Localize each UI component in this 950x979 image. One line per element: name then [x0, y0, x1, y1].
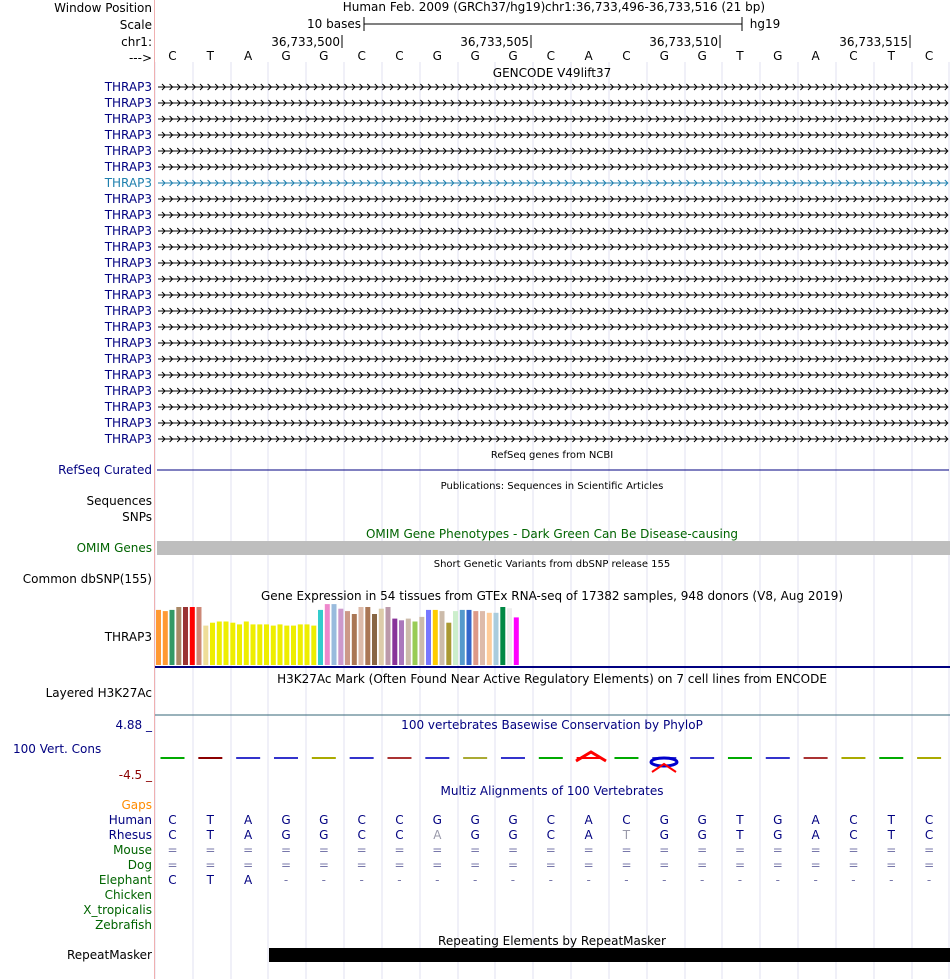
alignment-base: C [849, 813, 858, 827]
alignment-base: C [546, 813, 555, 827]
gtex-tissue-bar [359, 607, 364, 665]
sequence-base: G [470, 49, 480, 63]
alignment-base: C [622, 813, 631, 827]
species-label[interactable]: Chicken [104, 888, 152, 902]
snps-track-label[interactable]: SNPs [122, 510, 152, 524]
h3k27ac-track-title: H3K27Ac Mark (Often Found Near Active Regulatory Elements) on 7 cell lines from ENCODE [277, 672, 827, 686]
gencode-transcript-label[interactable]: THRAP3 [104, 112, 152, 126]
gtex-track-title: Gene Expression in 54 tissues from GTEx RNA-seq of 17382 samples, 948 donors (V8, Aug 2019) [260, 589, 844, 603]
alignment-base: C [924, 813, 934, 827]
gaps-label: Gaps [121, 798, 152, 812]
gtex-tissue-bar [467, 610, 472, 665]
alignment-base: G [697, 828, 707, 842]
ruler-tick-label: 36,733,500 [271, 35, 340, 49]
gencode-transcript-label[interactable]: THRAP3 [104, 320, 152, 334]
alignment-base: T [736, 813, 744, 827]
gtex-tissue-bar [406, 619, 411, 665]
alignment-base: - [397, 873, 402, 887]
gtex-tissue-bar [176, 607, 181, 665]
gtex-tissue-bar [318, 610, 323, 665]
alignment-base: - [435, 873, 440, 887]
gtex-tissue-bar [372, 614, 377, 665]
sequence-base: A [244, 49, 253, 63]
alignment-base: - [548, 873, 553, 887]
window-position-label: Window Position [54, 1, 152, 15]
alignment-base: = [507, 843, 519, 857]
alignment-base: = [545, 858, 556, 872]
sequence-base: T [736, 49, 744, 63]
alignment-base: = [243, 843, 254, 857]
alignment-base: = [810, 843, 821, 857]
gtex-tissue-bar [494, 613, 499, 665]
gtex-tissue-bar [446, 623, 451, 665]
alignment-base: - [624, 873, 629, 887]
gtex-tissue-bar [291, 626, 296, 665]
alignment-base: G [470, 828, 480, 842]
gtex-tissue-bar [230, 623, 235, 665]
alignment-base: G [319, 813, 329, 827]
species-label[interactable]: Dog [127, 858, 152, 872]
species-label[interactable]: Mouse [113, 843, 152, 857]
gtex-tissue-bar [217, 622, 222, 666]
alignment-base: = [659, 858, 670, 872]
gtex-tissue-bar [426, 610, 431, 665]
alignment-base: G [508, 828, 518, 842]
gencode-transcript-label[interactable]: THRAP3 [104, 80, 152, 94]
alignment-base: G [773, 813, 783, 827]
alignment-base: - [775, 873, 780, 887]
alignment-base: = [659, 843, 670, 857]
alignment-base: = [734, 843, 745, 857]
alignment-base: = [734, 858, 745, 872]
alignment-base: = [772, 858, 783, 872]
multiz-track-title: Multiz Alignments of 100 Vertebrates [440, 784, 664, 798]
phylop-track-label[interactable]: 100 Vert. Cons [13, 742, 102, 756]
gtex-tissue-bar [264, 624, 269, 665]
alignment-base: A [244, 828, 253, 842]
gencode-transcript-label[interactable]: THRAP3 [104, 256, 152, 270]
alignment-base: G [508, 813, 518, 827]
gencode-transcript-label[interactable]: THRAP3 [104, 432, 152, 446]
gencode-transcript-label[interactable]: THRAP3 [104, 144, 152, 158]
gtex-tissue-bar [419, 617, 424, 665]
alignment-base: - [321, 873, 326, 887]
alignment-base: = [205, 858, 216, 872]
chrom-label: chr1: [121, 35, 152, 49]
alignment-base: = [432, 843, 443, 857]
sequence-base: G [319, 49, 329, 63]
alignment-base: - [889, 873, 894, 887]
alignment-base: T [206, 828, 214, 842]
region-position: chr1:36,733,496-36,733,516 (21 bp) [544, 0, 766, 14]
alignment-base: = [810, 858, 821, 872]
alignment-base: A [811, 813, 820, 827]
gencode-transcript-label[interactable]: THRAP3 [104, 368, 152, 382]
alignment-base: = [318, 858, 329, 872]
gtex-tissue-bar [244, 622, 249, 666]
dbsnp-track-label[interactable]: Common dbSNP(155) [22, 572, 152, 586]
sequence-base: G [697, 49, 707, 63]
alignment-base: C [546, 828, 555, 842]
alignment-base: = [697, 858, 708, 872]
gencode-transcript-label[interactable]: THRAP3 [104, 224, 152, 238]
gtex-tissue-bar [271, 626, 276, 665]
gtex-tissue-bar [163, 611, 168, 665]
sequence-base: G [508, 49, 518, 63]
alignment-base: - [510, 873, 516, 887]
alignment-base: = [848, 843, 859, 857]
alignment-base: T [887, 813, 895, 827]
alignment-base: C [395, 828, 404, 842]
gtex-tissue-bar [210, 623, 215, 665]
repeatmasker-track-label[interactable]: RepeatMasker [66, 948, 152, 962]
h3k27ac-track-label[interactable]: Layered H3K27Ac [45, 686, 152, 700]
species-label[interactable]: Human [108, 813, 152, 827]
alignment-base: = [470, 843, 481, 857]
gtex-tissue-bar [203, 626, 208, 665]
ruler-tick-label: 36,733,505 [460, 35, 529, 49]
gtex-tissue-bar [500, 607, 505, 665]
gtex-tissue-bar [473, 611, 478, 665]
species-label[interactable]: X_tropicalis [83, 903, 152, 917]
gtex-tissue-bar [224, 622, 229, 666]
phylop-glyph-A [576, 752, 606, 761]
alignment-base: = [356, 858, 367, 872]
alignment-base: - [586, 873, 591, 887]
gtex-tissue-bar [480, 611, 485, 665]
gtex-tissue-bar [305, 624, 310, 665]
alignment-base: - [737, 873, 743, 887]
alignment-base: - [472, 873, 478, 887]
gencode-transcript-label[interactable]: THRAP3 [104, 240, 152, 254]
gtex-tissue-bar [170, 610, 175, 665]
alignment-base: C [168, 873, 177, 887]
alignment-base: G [281, 828, 291, 842]
sequence-base: T [206, 49, 214, 63]
label-divider [154, 0, 155, 979]
gtex-tissue-bar [298, 624, 303, 665]
alignment-base: = [167, 843, 178, 857]
sequence-base: C [168, 49, 177, 63]
alignment-base: C [357, 828, 366, 842]
alignment-base: = [924, 843, 935, 857]
gencode-track-title: GENCODE V49lift37 [492, 66, 612, 80]
alignment-base: T [622, 828, 631, 842]
alignment-base: = [697, 843, 708, 857]
phylop-track-title: 100 vertebrates Basewise Conservation by PhyloP [401, 718, 703, 732]
alignment-base: - [699, 873, 705, 887]
sequence-base: A [811, 49, 820, 63]
gencode-transcript-label[interactable]: THRAP3 [104, 416, 152, 430]
alignment-base: A [244, 873, 253, 887]
gtex-tissue-bar [311, 626, 316, 665]
gtex-tissue-bar [338, 609, 343, 665]
alignment-base: G [659, 828, 669, 842]
gtex-tissue-bar [440, 611, 445, 665]
gencode-transcript-label[interactable]: THRAP3 [104, 336, 152, 350]
strand-arrow-label: ---> [128, 51, 152, 65]
alignment-base: = [394, 858, 405, 872]
gencode-transcript-label[interactable]: THRAP3 [104, 192, 152, 206]
alignment-base: C [395, 813, 404, 827]
alignment-base: G [659, 813, 669, 827]
alignment-base: = [318, 843, 329, 857]
gencode-transcript-label[interactable]: THRAP3 [104, 208, 152, 222]
scale-text: 10 bases [307, 17, 361, 31]
gencode-transcript-label[interactable]: THRAP3 [104, 176, 152, 190]
alignment-base: = [583, 858, 594, 872]
alignment-base: = [470, 858, 481, 872]
alignment-base: T [887, 828, 895, 842]
alignment-base: = [167, 858, 178, 872]
sequence-base: A [584, 49, 593, 63]
gtex-tissue-bar [197, 607, 202, 665]
alignment-base: C [357, 813, 366, 827]
alignment-base: - [283, 873, 289, 887]
gencode-transcript-label[interactable]: THRAP3 [104, 304, 152, 318]
omim-track-title: OMIM Gene Phenotypes - Dark Green Can Be Disease-causing [365, 527, 739, 541]
gencode-transcript-label[interactable]: THRAP3 [104, 288, 152, 302]
ruler-tick-label: 36,733,510 [649, 35, 718, 49]
omim-gene-bar [157, 541, 950, 555]
ruler-tick-label: 36,733,515 [839, 35, 908, 49]
gencode-transcript-label[interactable]: THRAP3 [104, 384, 152, 398]
publications-track-label[interactable]: Sequences [86, 494, 152, 508]
gtex-tissue-bar [190, 607, 195, 665]
gtex-tissue-bar [487, 613, 492, 665]
sequence-base: C [924, 49, 934, 63]
alignment-base: = [886, 858, 897, 872]
alignment-base: G [773, 828, 783, 842]
alignment-base: G [432, 813, 442, 827]
gtex-tissue-bar [325, 604, 330, 665]
alignment-base: A [244, 813, 253, 827]
sequence-base: C [546, 49, 555, 63]
alignment-base: - [851, 873, 856, 887]
sequence-base: G [281, 49, 291, 63]
assembly-title: Human Feb. 2009 (GRCh37/hg19) [342, 0, 546, 14]
species-label[interactable]: Rhesus [108, 828, 152, 842]
gtex-tissue-bar [237, 624, 242, 665]
alignment-base: - [926, 873, 932, 887]
gtex-tissue-bar [332, 604, 337, 665]
sequence-base: C [357, 49, 366, 63]
repeatmasker-element-bar [269, 948, 950, 962]
alignment-base: G [281, 813, 291, 827]
gencode-transcript-label[interactable]: THRAP3 [104, 400, 152, 414]
alignment-base: = [924, 858, 935, 872]
phylop-max-label: 4.88 _ [115, 718, 152, 732]
alignment-base: = [280, 858, 292, 872]
gtex-tissue-bar [453, 611, 458, 665]
alignment-base: = [848, 858, 859, 872]
alignment-base: - [359, 873, 364, 887]
gtex-tissue-bar [460, 610, 465, 665]
scale-label: Scale [119, 18, 152, 32]
gtex-tissue-bar [345, 611, 350, 665]
alignment-base: C [168, 828, 177, 842]
gtex-tissue-bar [507, 608, 512, 665]
phylop-min-label: -4.5 _ [118, 768, 152, 782]
alignment-base: T [736, 828, 744, 842]
omim-track-label[interactable]: OMIM Genes [76, 541, 152, 555]
gtex-tissue-bar [433, 610, 438, 665]
gtex-tissue-bar [413, 622, 418, 666]
alignment-base: T [206, 873, 214, 887]
gencode-transcript-label[interactable]: THRAP3 [104, 160, 152, 174]
gtex-tissue-bar [399, 620, 404, 665]
sequence-base: G [659, 49, 669, 63]
alignment-base: = [583, 843, 594, 857]
alignment-base: - [813, 873, 818, 887]
gtex-tissue-bar [183, 607, 188, 665]
gtex-tissue-bar [392, 619, 397, 665]
alignment-base: = [356, 843, 367, 857]
gencode-transcript-label[interactable]: THRAP3 [104, 96, 152, 110]
alignment-base: A [584, 813, 593, 827]
alignment-base: A [811, 828, 820, 842]
alignment-base: = [394, 843, 405, 857]
gtex-track-label[interactable]: THRAP3 [104, 630, 152, 644]
alignment-base: C [849, 828, 858, 842]
gencode-transcript-label[interactable]: THRAP3 [104, 128, 152, 142]
refseq-track-title: RefSeq genes from NCBI [490, 450, 614, 461]
gencode-transcript-label[interactable]: THRAP3 [104, 352, 152, 366]
scale-db-text: hg19 [749, 17, 781, 31]
alignment-base: = [507, 858, 519, 872]
alignment-base: T [206, 813, 214, 827]
alignment-base: C [924, 828, 934, 842]
gtex-tissue-bar [278, 624, 283, 665]
alignment-base: A [584, 828, 593, 842]
publications-track-title: Publications: Sequences in Scientific Articles [440, 481, 664, 492]
gtex-tissue-bar [379, 609, 384, 665]
sequence-base: C [622, 49, 631, 63]
gtex-tissue-bar [514, 617, 519, 665]
sequence-base: C [849, 49, 858, 63]
alignment-base: G [319, 828, 329, 842]
alignment-base: = [243, 858, 254, 872]
alignment-base: - [662, 873, 667, 887]
species-label[interactable]: Elephant [98, 873, 152, 887]
gencode-transcript-label[interactable]: THRAP3 [104, 272, 152, 286]
species-label[interactable]: Zebrafish [95, 918, 152, 932]
sequence-base: C [395, 49, 404, 63]
alignment-base: A [433, 828, 442, 842]
alignment-base: = [772, 843, 783, 857]
repeatmasker-track-title: Repeating Elements by RepeatMasker [438, 934, 666, 948]
alignment-base: = [621, 858, 632, 872]
refseq-track-label[interactable]: RefSeq Curated [58, 463, 152, 477]
alignment-base: = [545, 843, 556, 857]
alignment-base: = [280, 843, 292, 857]
sequence-base: G [432, 49, 442, 63]
alignment-base: = [621, 843, 632, 857]
sequence-base: G [773, 49, 783, 63]
alignment-base: G [697, 813, 707, 827]
gtex-tissue-bar [365, 607, 370, 665]
gtex-tissue-bar [352, 614, 357, 665]
alignment-base: = [432, 858, 443, 872]
gtex-tissue-bar [251, 624, 256, 665]
dbsnp-track-title: Short Genetic Variants from dbSNP release 155 [433, 559, 671, 570]
alignment-base: C [168, 813, 177, 827]
gtex-tissue-bar [156, 610, 161, 665]
gtex-tissue-bar [386, 607, 391, 665]
gtex-tissue-bar [284, 626, 289, 665]
alignment-base: = [205, 843, 216, 857]
alignment-base: G [470, 813, 480, 827]
sequence-base: T [887, 49, 895, 63]
gtex-tissue-bar [257, 624, 262, 665]
alignment-base: = [886, 843, 897, 857]
